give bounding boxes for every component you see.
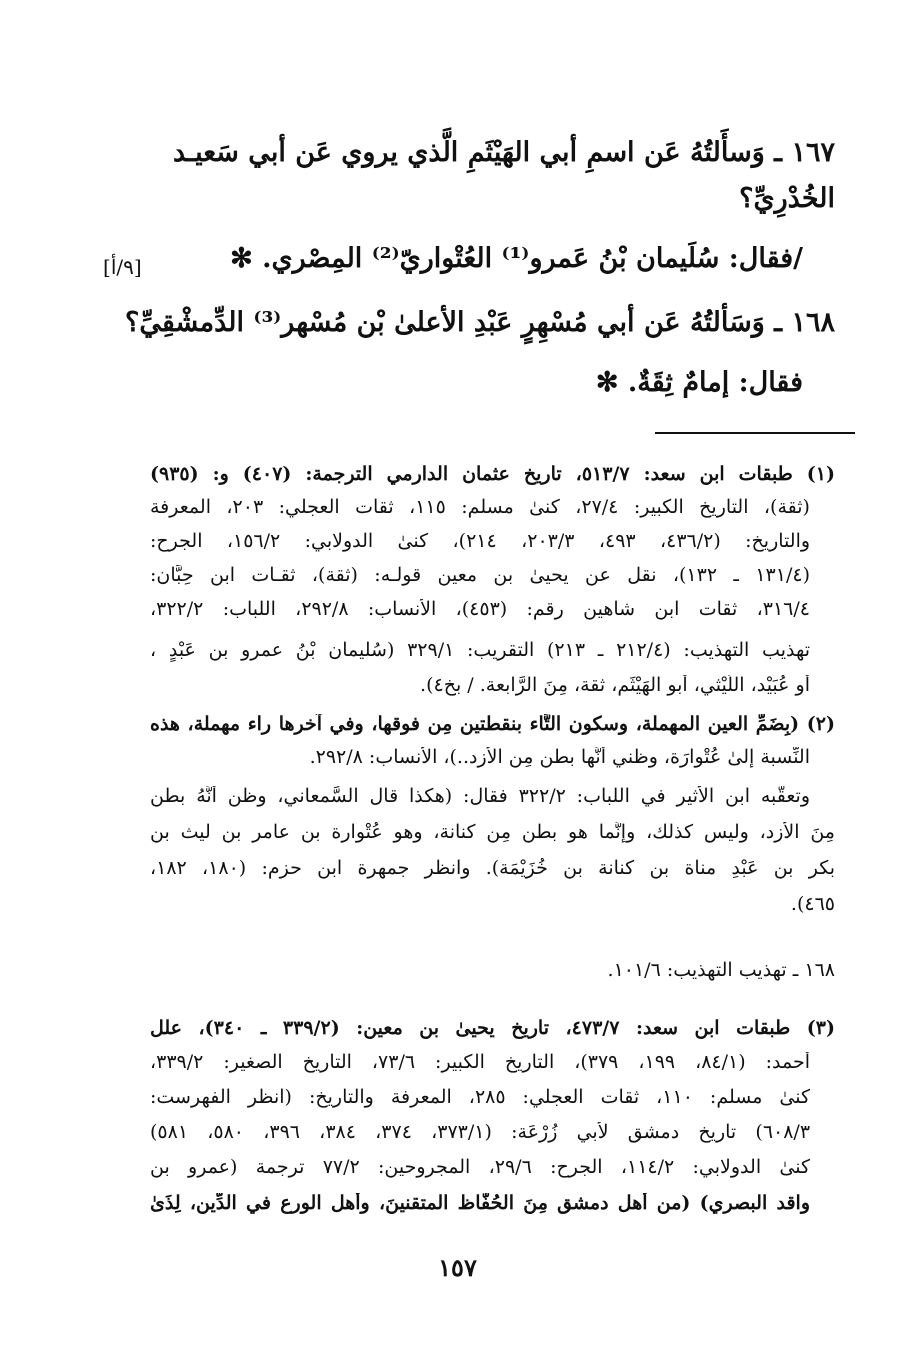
entry-168-answer: فقال: إمامٌ ثِقَةٌ. ✻	[595, 367, 803, 398]
footnote-2-line: النِّسبة إلىٰ عُتْوارَة، وظني أنَّها بطن مِن الأزد..)، الأنساب: ٢٩٢/٨.	[309, 747, 810, 768]
footnote-1-line: (١٣١/٤ ـ ١٣٢)، نقل عن يحيىٰ بن معين قولـه: (ثقة)، ثقـات ابن حِبَّان:	[150, 565, 810, 586]
footnote-3-line: ٦٠٨/٣) تاريخ دمشق لأبي زُرْعَة: (٣٧٣/١، ٣٧٤، ٣٨٤، ٣٩٦، ٥٨٠، ٥٨١)	[150, 1122, 810, 1143]
entry-168-question: ١٦٨ ـ وَسَألتُهُ عَن أبي مُسْهِرٍ عَبْدِ الأعلىٰ بْن مُسْهر⁽³⁾ الدِّمشْقِيِّ؟	[125, 307, 835, 338]
footnote-3-line: (٣) طبقات ابن سعد: ٤٧٣/٧، تاريخ يحيىٰ بن معين: (٣٣٩/٢ ـ ٣٤٠)، علل	[150, 1018, 835, 1039]
manuscript-folio-marker: [٩/أ]	[103, 255, 142, 279]
footnote-1-line: والتاريخ: (٤٣٦/٢، ٤٩٣، ٢٠٣/٣، ٢١٤)، كنىٰ الدولابي: ١٥٦/٢، الجرح:	[150, 531, 810, 552]
entry-167-question-line2: الخُدْرِيِّ؟	[739, 183, 835, 214]
footnote-2-continuation-line: وتعقَّبه ابن الأثير في اللباب: ٣٢٢/٢ فقال: (هكذا قال السَّمعاني، وظن أنَّهُ بطن	[150, 786, 810, 807]
footnote-3-line: أحمد: (٨٤/١، ١٩٩، ٣٧٩)، التاريخ الكبير: ٧٣/٦، التاريخ الصغير: ٣٣٩/٢،	[150, 1052, 810, 1073]
footnote-1-line: (١) طبقات ابن سعد: ٥١٣/٧، تاريخ عثمان الدارمي الترجمة: (٤٠٧) و: (٩٣٥)	[150, 464, 835, 485]
footnote-1-line: (ثقة)، التاريخ الكبير: ٢٧/٤، كنىٰ مسلم: ١١٥، ثقات العجلي: ٢٠٣، المعرفة	[150, 497, 810, 518]
entry-168-reference: ١٦٨ ـ تهذيب التهذيب: ١٠١/٦.	[607, 960, 835, 981]
footnote-3-line: كنىٰ مسلم: ١١٠، ثقات العجلي: ٢٨٥، المعرفة والتاريخ: (انظر الفهرست:	[150, 1087, 810, 1108]
footnote-3-line: واقد البصري) (من أهل دمشق مِنَ الحُفَّاظ المتقنينَ، وأهل الورع في الدِّين، لِذَیٰ	[150, 1193, 810, 1214]
footnote-2-continuation-line: ٤٦٥).	[790, 894, 835, 915]
footnote-2-line: (٢) (بِضَمِّ العين المهملة، وسكون التَّاء بنقطتين مِن فوقها، وفي آخرها راء مهملة، هذه	[150, 714, 835, 735]
footnote-1-line: أو عُبَيْد، اللَّيْثي، أبو الهَيْثَم، ثقة، مِنَ الرَّابعة. / بخ٤).	[420, 675, 810, 696]
page-number: ١٥٧	[438, 1253, 477, 1282]
footnote-1-line: تهذيب التهذيب: (٢١٢/٤ ـ ٢١٣) التقريب: ٣٢٩/١ (سُليمان بْنُ عمرو بن عَبْدٍ ،	[150, 640, 810, 661]
footnote-2-continuation-line: بكر بن عَبْدِ مناة بن كنانة بن خُزَيْمَة). وانظر جمهرة ابن حزم: (١٨٠، ١٨٢،	[150, 858, 835, 879]
entry-167-question-line1: ١٦٧ ـ وَسأَلتُهُ عَن اسمِ أبي الهَيْثَمِ الَّذي يروي عَن أبي سَعيـد	[173, 137, 835, 168]
footnote-3-line: كنىٰ الدولابي: ١١٤/٢، الجرح: ٢٩/٦، المجروحين: ٧٧/٢ ترجمة (عمرو بن	[150, 1157, 810, 1178]
footnote-divider	[655, 432, 855, 434]
entry-167-answer: /فقال: سُلَيمان بْنُ عَمرو⁽¹⁾ العُتْواريّ⁽²⁾ المِصْري. ✻	[230, 243, 803, 274]
footnote-2-continuation-line: مِنَ الأزد، وليس كذلك، وإنَّما هو بطن مِن كنانة، وهو عُتْوارة بن عامر بن ليث بن	[150, 822, 835, 843]
footnote-1-line: ٣١٦/٤، ثقات ابن شاهين رقم: (٤٥٣)، الأنساب: ٢٩٢/٨، اللباب: ٣٢٢/٢،	[150, 599, 810, 620]
